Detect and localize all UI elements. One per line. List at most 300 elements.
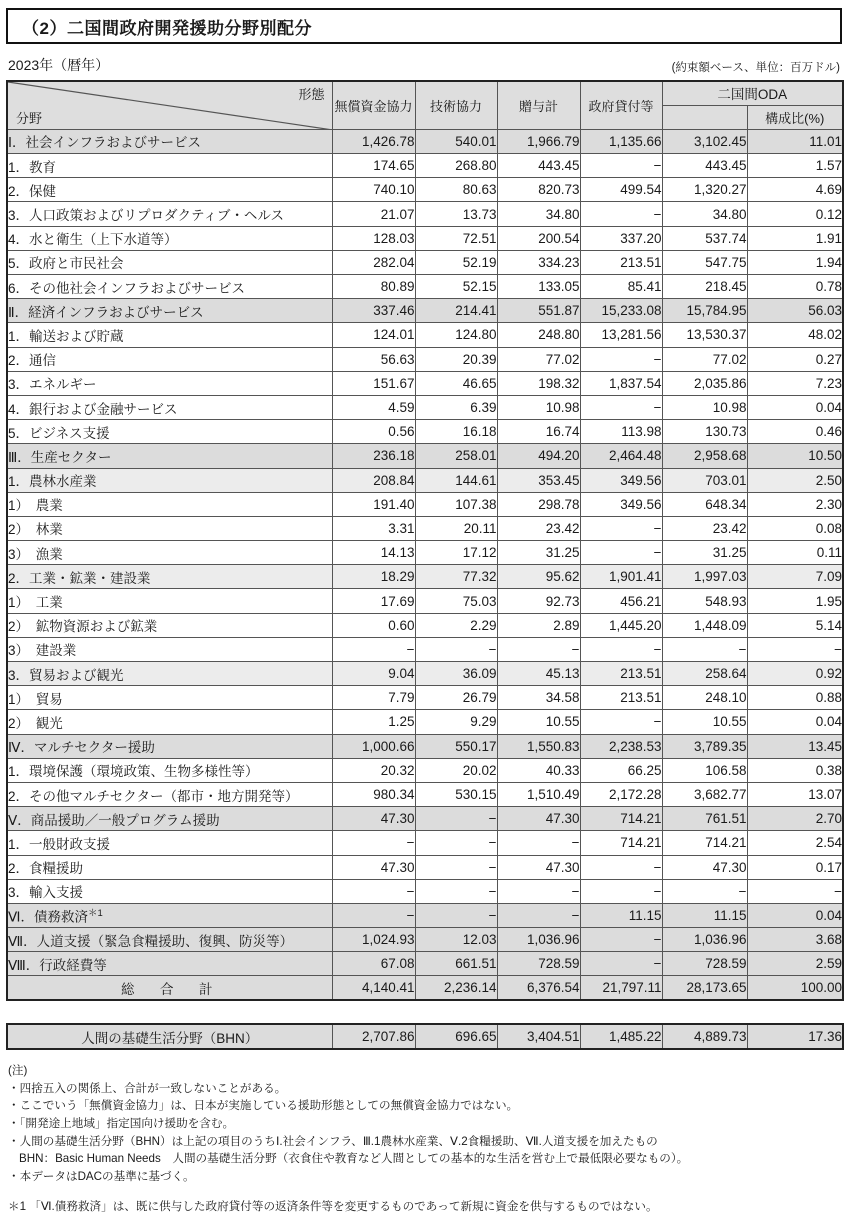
- cell-grant-aid: 0.56: [332, 420, 415, 444]
- cell-grant-total: 334.23: [497, 250, 580, 274]
- row-label: 2．工業・鉱業・建設業: [7, 565, 332, 589]
- cell-grant-aid: 174.65: [332, 154, 415, 178]
- cell-grant-aid: 4.59: [332, 395, 415, 419]
- row-label: 3．輸入支援: [7, 879, 332, 903]
- cell-technical-coop: 2.29: [415, 613, 497, 637]
- cell-government-loans: 1,445.20: [580, 613, 662, 637]
- cell-share-pct: 2.50: [747, 468, 843, 492]
- cell-grant-total: 16.74: [497, 420, 580, 444]
- cell-grant-total: 10.55: [497, 710, 580, 734]
- header-col-bilateral-oda-amount: [662, 105, 747, 129]
- table-row: [7, 686, 843, 710]
- cell-technical-coop: −: [415, 879, 497, 903]
- cell-share-pct: 0.38: [747, 758, 843, 782]
- table-head: [7, 81, 843, 129]
- notes-block: [6, 1062, 842, 1216]
- table-row: [7, 226, 843, 250]
- cell-grant-aid: 67.08: [332, 952, 415, 976]
- cell-technical-coop: 268.80: [415, 154, 497, 178]
- cell-government-loans: 337.20: [580, 226, 662, 250]
- cell-grant-total: 2.89: [497, 613, 580, 637]
- row-label: 2．通信: [7, 347, 332, 371]
- cell-grant-aid: 1.25: [332, 710, 415, 734]
- table-row: [7, 516, 843, 540]
- table-row: [7, 250, 843, 274]
- cell-grant-aid: 4,140.41: [332, 976, 415, 1000]
- row-label: 2） 林業: [7, 516, 332, 540]
- bhn-label: 人間の基礎生活分野（BHN）: [7, 1024, 332, 1049]
- cell-government-loans: 2,464.48: [580, 444, 662, 468]
- cell-government-loans: 66.25: [580, 758, 662, 782]
- cell-bilateral-oda: 1,036.96: [662, 928, 747, 952]
- cell-government-loans: −: [580, 154, 662, 178]
- cell-technical-coop: −: [415, 855, 497, 879]
- note-item-bhn-composition: ・人間の基礎生活分野（BHN）は上記の項目のうちⅠ.社会インフラ、Ⅲ.1農林水産業、Ⅴ.2食糧援助、Ⅶ.人道支援を加えたもの: [8, 1134, 658, 1148]
- table-row: [7, 492, 843, 516]
- row-label: 4．銀行および金融サービス: [7, 395, 332, 419]
- row-label: 5．ビジネス支援: [7, 420, 332, 444]
- cell-technical-coop: 12.03: [415, 928, 497, 952]
- cell-bilateral-oda: 258.64: [662, 662, 747, 686]
- cell-grant-aid: 124.01: [332, 323, 415, 347]
- cell-grant-aid: 1,000.66: [332, 734, 415, 758]
- cell-share-pct: 1.95: [747, 589, 843, 613]
- cell-bilateral-oda: 648.34: [662, 492, 747, 516]
- cell-technical-coop: 46.65: [415, 371, 497, 395]
- cell-grant-total: 92.73: [497, 589, 580, 613]
- cell-government-loans: −: [580, 516, 662, 540]
- table-row: [7, 710, 843, 734]
- cell-bilateral-oda: 34.80: [662, 202, 747, 226]
- cell-grant-aid: 740.10: [332, 178, 415, 202]
- table-row: [7, 299, 843, 323]
- row-label: 5．政府と市民社会: [7, 250, 332, 274]
- row-label: 4．水と衛生（上下水道等）: [7, 226, 332, 250]
- cell-technical-coop: 661.51: [415, 952, 497, 976]
- cell-grant-aid: 80.89: [332, 275, 415, 299]
- cell-government-loans: 349.56: [580, 468, 662, 492]
- cell-technical-coop: 214.41: [415, 299, 497, 323]
- table-row: [7, 734, 843, 758]
- cell-share-pct: 56.03: [747, 299, 843, 323]
- cell-grant-total: 47.30: [497, 855, 580, 879]
- cell-share-pct: 13.45: [747, 734, 843, 758]
- cell-share-pct: 100.00: [747, 976, 843, 1000]
- cell-share-pct: 0.08: [747, 516, 843, 540]
- cell-share-pct: 2.54: [747, 831, 843, 855]
- cell-bilateral-oda: 11.15: [662, 903, 747, 927]
- cell-grant-aid: −: [332, 903, 415, 927]
- table-row: [7, 202, 843, 226]
- table-row: [7, 129, 843, 153]
- cell-share-pct: 4.69: [747, 178, 843, 202]
- cell-government-loans: 2,172.28: [580, 782, 662, 806]
- cell-technical-coop: 6.39: [415, 395, 497, 419]
- cell-grant-aid: 9.04: [332, 662, 415, 686]
- table-row: [7, 468, 843, 492]
- cell-government-loans: −: [580, 952, 662, 976]
- cell-government-loans: 2,238.53: [580, 734, 662, 758]
- cell-technical-coop: 2,236.14: [415, 976, 497, 1000]
- cell-grant-total: 10.98: [497, 395, 580, 419]
- row-label: Ⅴ．商品援助／一般プログラム援助: [7, 807, 332, 831]
- row-label: 2） 観光: [7, 710, 332, 734]
- cell-share-pct: −: [747, 879, 843, 903]
- cell-share-pct: 0.11: [747, 541, 843, 565]
- header-col-technical-coop: 技術協力: [415, 81, 497, 129]
- cell-grant-total: 1,966.79: [497, 129, 580, 153]
- cell-share-pct: 2.70: [747, 807, 843, 831]
- table-row: [7, 347, 843, 371]
- cell-bilateral-oda: 3,789.35: [662, 734, 747, 758]
- cell-grant-total: 551.87: [497, 299, 580, 323]
- cell-government-loans: 1,901.41: [580, 565, 662, 589]
- cell-bilateral-oda: 1,448.09: [662, 613, 747, 637]
- cell-grant-aid: 56.63: [332, 347, 415, 371]
- cell-grant-total: 298.78: [497, 492, 580, 516]
- cell-grant-total: −: [497, 831, 580, 855]
- cell-share-pct: 13.07: [747, 782, 843, 806]
- cell-bilateral-oda: 547.75: [662, 250, 747, 274]
- table-row: [7, 154, 843, 178]
- cell-technical-coop: 540.01: [415, 129, 497, 153]
- cell-share-pct: 5.14: [747, 613, 843, 637]
- cell-share-pct: 2.59: [747, 952, 843, 976]
- row-label: Ⅰ．社会インフラおよびサービス: [7, 129, 332, 153]
- bhn-value-government-loans: 1,485.22: [580, 1024, 662, 1049]
- cell-grant-total: 494.20: [497, 444, 580, 468]
- cell-grant-total: −: [497, 637, 580, 661]
- cell-technical-coop: −: [415, 831, 497, 855]
- cell-technical-coop: 107.38: [415, 492, 497, 516]
- note-item-bhn-definition: BHN：Basic Human Needs 人間の基礎生活分野（衣食住や教育など人間としての基本的な生活を営む上で最低限必要なもの）。: [19, 1152, 689, 1166]
- row-label: 1．農林水産業: [7, 468, 332, 492]
- cell-government-loans: 113.98: [580, 420, 662, 444]
- row-label: 1．教育: [7, 154, 332, 178]
- cell-government-loans: 714.21: [580, 831, 662, 855]
- cell-government-loans: −: [580, 855, 662, 879]
- cell-technical-coop: 550.17: [415, 734, 497, 758]
- cell-bilateral-oda: 3,682.77: [662, 782, 747, 806]
- header-label-form: 形態: [298, 87, 325, 102]
- row-label: 3．貿易および観光: [7, 662, 332, 686]
- cell-grant-aid: 1,426.78: [332, 129, 415, 153]
- cell-grant-aid: 980.34: [332, 782, 415, 806]
- cell-grant-total: 95.62: [497, 565, 580, 589]
- cell-grant-aid: 17.69: [332, 589, 415, 613]
- cell-grant-aid: 47.30: [332, 855, 415, 879]
- row-label: 3） 漁業: [7, 541, 332, 565]
- cell-government-loans: −: [580, 637, 662, 661]
- footnote-marker: ＊1: [87, 908, 103, 920]
- header-col-government-loans: 政府貸付等: [580, 81, 662, 129]
- cell-share-pct: 1.94: [747, 250, 843, 274]
- page-title-box: [6, 8, 842, 44]
- cell-bilateral-oda: 728.59: [662, 952, 747, 976]
- cell-bilateral-oda: 13,530.37: [662, 323, 747, 347]
- cell-share-pct: 3.68: [747, 928, 843, 952]
- table-row: [7, 178, 843, 202]
- year-label: 2023年（暦年）: [8, 57, 110, 73]
- unit-note: (約束額ベース、単位：百万ドル): [671, 62, 840, 74]
- cell-government-loans: −: [580, 395, 662, 419]
- row-label: Ⅱ．経済インフラおよびサービス: [7, 299, 332, 323]
- cell-technical-coop: 13.73: [415, 202, 497, 226]
- cell-government-loans: 11.15: [580, 903, 662, 927]
- cell-government-loans: −: [580, 710, 662, 734]
- cell-government-loans: 13,281.56: [580, 323, 662, 347]
- cell-government-loans: 213.51: [580, 662, 662, 686]
- cell-technical-coop: 36.09: [415, 662, 497, 686]
- cell-government-loans: 1,135.66: [580, 129, 662, 153]
- cell-share-pct: 0.04: [747, 395, 843, 419]
- table-body: [7, 129, 843, 1000]
- cell-grant-aid: 0.60: [332, 613, 415, 637]
- cell-grant-total: 820.73: [497, 178, 580, 202]
- row-label: 3） 建設業: [7, 637, 332, 661]
- cell-grant-aid: 337.46: [332, 299, 415, 323]
- row-label: Ⅵ．債務救済$^{*1}$: [7, 903, 332, 927]
- bhn-value-technical-coop: 696.65: [415, 1024, 497, 1049]
- table-row: [7, 275, 843, 299]
- cell-technical-coop: 75.03: [415, 589, 497, 613]
- table-row: [7, 662, 843, 686]
- cell-grant-total: 1,036.96: [497, 928, 580, 952]
- cell-grant-total: 34.80: [497, 202, 580, 226]
- diagonal-divider-icon: [8, 82, 331, 130]
- cell-grant-aid: 208.84: [332, 468, 415, 492]
- cell-bilateral-oda: 23.42: [662, 516, 747, 540]
- table-row: [7, 420, 843, 444]
- row-label: 1．環境保護（環境政策、生物多様性等）: [7, 758, 332, 782]
- table-row: [7, 782, 843, 806]
- row-label: 3．人口政策およびリプロダクティブ・ヘルス: [7, 202, 332, 226]
- cell-bilateral-oda: 761.51: [662, 807, 747, 831]
- table-row: [7, 395, 843, 419]
- cell-bilateral-oda: −: [662, 637, 747, 661]
- cell-government-loans: −: [580, 541, 662, 565]
- cell-bilateral-oda: −: [662, 879, 747, 903]
- cell-government-loans: −: [580, 347, 662, 371]
- header-corner-cell: [7, 81, 332, 129]
- bhn-value-grant-total: 3,404.51: [497, 1024, 580, 1049]
- cell-bilateral-oda: 15,784.95: [662, 299, 747, 323]
- cell-bilateral-oda: 2,035.86: [662, 371, 747, 395]
- cell-grant-total: 31.25: [497, 541, 580, 565]
- cell-technical-coop: 20.02: [415, 758, 497, 782]
- cell-share-pct: −: [747, 637, 843, 661]
- cell-government-loans: 21,797.11: [580, 976, 662, 1000]
- cell-technical-coop: 530.15: [415, 782, 497, 806]
- cell-bilateral-oda: 28,173.65: [662, 976, 747, 1000]
- cell-grant-aid: 128.03: [332, 226, 415, 250]
- table-row: [7, 952, 843, 976]
- bhn-value-share-pct: 17.36: [747, 1024, 843, 1049]
- cell-government-loans: −: [580, 879, 662, 903]
- cell-technical-coop: 20.39: [415, 347, 497, 371]
- cell-technical-coop: −: [415, 637, 497, 661]
- cell-grant-total: 40.33: [497, 758, 580, 782]
- note-item-developing-region: ・「開発途上地域」指定国向け援助を含む。: [8, 1116, 235, 1130]
- cell-grant-aid: −: [332, 831, 415, 855]
- cell-technical-coop: 77.32: [415, 565, 497, 589]
- row-label: 1．輸送および貯蔵: [7, 323, 332, 347]
- header-row-1: [7, 81, 843, 105]
- cell-technical-coop: 52.15: [415, 275, 497, 299]
- table-row: [7, 903, 843, 927]
- cell-grant-total: 133.05: [497, 275, 580, 299]
- cell-bilateral-oda: 443.45: [662, 154, 747, 178]
- table-row-total: [7, 976, 843, 1000]
- cell-bilateral-oda: 77.02: [662, 347, 747, 371]
- table-row: [7, 928, 843, 952]
- row-label: 6．その他社会インフラおよびサービス: [7, 275, 332, 299]
- cell-bilateral-oda: 10.98: [662, 395, 747, 419]
- cell-share-pct: 0.46: [747, 420, 843, 444]
- header-label-field: 分野: [16, 110, 43, 126]
- cell-grant-aid: −: [332, 879, 415, 903]
- cell-technical-coop: 258.01: [415, 444, 497, 468]
- cell-technical-coop: −: [415, 903, 497, 927]
- cell-bilateral-oda: 106.58: [662, 758, 747, 782]
- cell-bilateral-oda: 31.25: [662, 541, 747, 565]
- note-item-grant-aid-def: ・ここでいう「無償資金協力」は、日本が実施している援助形態としての無償資金協力ではない。: [8, 1099, 519, 1113]
- cell-technical-coop: 26.79: [415, 686, 497, 710]
- table-row: [7, 541, 843, 565]
- cell-bilateral-oda: 130.73: [662, 420, 747, 444]
- cell-grant-total: 728.59: [497, 952, 580, 976]
- row-label: 2．保健: [7, 178, 332, 202]
- cell-grant-aid: 18.29: [332, 565, 415, 589]
- note-footnote-1: ＊1 「Ⅵ.債務救済」は、既に供与した政府貸付等の返済条件等を変更するものであって新規に資金を供与するものではない。: [8, 1200, 658, 1214]
- cell-grant-aid: 3.31: [332, 516, 415, 540]
- cell-grant-aid: −: [332, 637, 415, 661]
- cell-share-pct: 0.27: [747, 347, 843, 371]
- cell-technical-coop: 9.29: [415, 710, 497, 734]
- cell-bilateral-oda: 47.30: [662, 855, 747, 879]
- cell-government-loans: 456.21: [580, 589, 662, 613]
- cell-grant-aid: 14.13: [332, 541, 415, 565]
- page-root: [0, 8, 848, 1214]
- cell-grant-aid: 191.40: [332, 492, 415, 516]
- row-label: 1） 工業: [7, 589, 332, 613]
- cell-government-loans: 213.51: [580, 686, 662, 710]
- cell-technical-coop: 20.11: [415, 516, 497, 540]
- cell-grant-total: 200.54: [497, 226, 580, 250]
- cell-bilateral-oda: 2,958.68: [662, 444, 747, 468]
- cell-grant-total: 6,376.54: [497, 976, 580, 1000]
- cell-grant-total: 443.45: [497, 154, 580, 178]
- cell-government-loans: 499.54: [580, 178, 662, 202]
- table-row: [7, 879, 843, 903]
- cell-grant-total: 77.02: [497, 347, 580, 371]
- cell-share-pct: 10.50: [747, 444, 843, 468]
- cell-share-pct: 11.01: [747, 129, 843, 153]
- cell-technical-coop: 52.19: [415, 250, 497, 274]
- cell-bilateral-oda: 714.21: [662, 831, 747, 855]
- cell-technical-coop: 80.63: [415, 178, 497, 202]
- cell-grant-aid: 21.07: [332, 202, 415, 226]
- cell-share-pct: 0.88: [747, 686, 843, 710]
- header-group-bilateral-oda: 二国間ODA: [662, 81, 843, 105]
- cell-government-loans: 349.56: [580, 492, 662, 516]
- cell-grant-aid: 1,024.93: [332, 928, 415, 952]
- cell-technical-coop: 17.12: [415, 541, 497, 565]
- cell-government-loans: 85.41: [580, 275, 662, 299]
- oda-sector-table: [6, 80, 844, 1001]
- cell-grant-total: 198.32: [497, 371, 580, 395]
- cell-grant-total: 45.13: [497, 662, 580, 686]
- cell-grant-aid: 236.18: [332, 444, 415, 468]
- row-label: Ⅲ．生産セクター: [7, 444, 332, 468]
- cell-bilateral-oda: 1,320.27: [662, 178, 747, 202]
- row-label: Ⅷ．行政経費等: [7, 952, 332, 976]
- cell-grant-aid: 151.67: [332, 371, 415, 395]
- cell-grant-aid: 47.30: [332, 807, 415, 831]
- cell-government-loans: 714.21: [580, 807, 662, 831]
- header-col-grant-total: 贈与計: [497, 81, 580, 129]
- cell-bilateral-oda: 10.55: [662, 710, 747, 734]
- row-label: 1） 農業: [7, 492, 332, 516]
- cell-share-pct: 48.02: [747, 323, 843, 347]
- cell-share-pct: 0.12: [747, 202, 843, 226]
- cell-technical-coop: 124.80: [415, 323, 497, 347]
- cell-technical-coop: 144.61: [415, 468, 497, 492]
- cell-government-loans: 1,837.54: [580, 371, 662, 395]
- table-row: [7, 637, 843, 661]
- header-col-grant-aid: 無償資金協力: [332, 81, 415, 129]
- table-row: [7, 565, 843, 589]
- table-row: [7, 371, 843, 395]
- cell-grant-total: 1,550.83: [497, 734, 580, 758]
- cell-bilateral-oda: 548.93: [662, 589, 747, 613]
- cell-share-pct: 0.78: [747, 275, 843, 299]
- table-row: [7, 589, 843, 613]
- cell-grant-total: 34.58: [497, 686, 580, 710]
- cell-government-loans: −: [580, 202, 662, 226]
- cell-bilateral-oda: 703.01: [662, 468, 747, 492]
- cell-bilateral-oda: 537.74: [662, 226, 747, 250]
- bhn-value-bilateral-oda: 4,889.73: [662, 1024, 747, 1049]
- bhn-value-grant-aid: 2,707.86: [332, 1024, 415, 1049]
- row-label: 3．エネルギー: [7, 371, 332, 395]
- cell-government-loans: 213.51: [580, 250, 662, 274]
- cell-bilateral-oda: 248.10: [662, 686, 747, 710]
- cell-grant-total: −: [497, 903, 580, 927]
- cell-share-pct: 0.04: [747, 710, 843, 734]
- row-label: 2．その他マルチセクター（都市・地方開発等）: [7, 782, 332, 806]
- cell-grant-total: 23.42: [497, 516, 580, 540]
- table-row: [7, 855, 843, 879]
- cell-share-pct: 1.91: [747, 226, 843, 250]
- cell-grant-aid: 20.32: [332, 758, 415, 782]
- cell-grant-aid: 7.79: [332, 686, 415, 710]
- cell-grant-total: −: [497, 879, 580, 903]
- note-item-rounding: ・四捨五入の関係上、合計が一致しないことがある。: [8, 1081, 287, 1095]
- cell-technical-coop: 72.51: [415, 226, 497, 250]
- table-row: [7, 758, 843, 782]
- table-row: [7, 831, 843, 855]
- row-label: 総 合 計: [7, 976, 332, 1000]
- notes-heading: (注): [8, 1064, 28, 1078]
- cell-bilateral-oda: 3,102.45: [662, 129, 747, 153]
- cell-government-loans: −: [580, 928, 662, 952]
- cell-share-pct: 7.23: [747, 371, 843, 395]
- cell-technical-coop: −: [415, 807, 497, 831]
- page-title: （2）二国間政府開発援助分野別配分: [22, 18, 312, 38]
- cell-share-pct: 7.09: [747, 565, 843, 589]
- cell-grant-total: 1,510.49: [497, 782, 580, 806]
